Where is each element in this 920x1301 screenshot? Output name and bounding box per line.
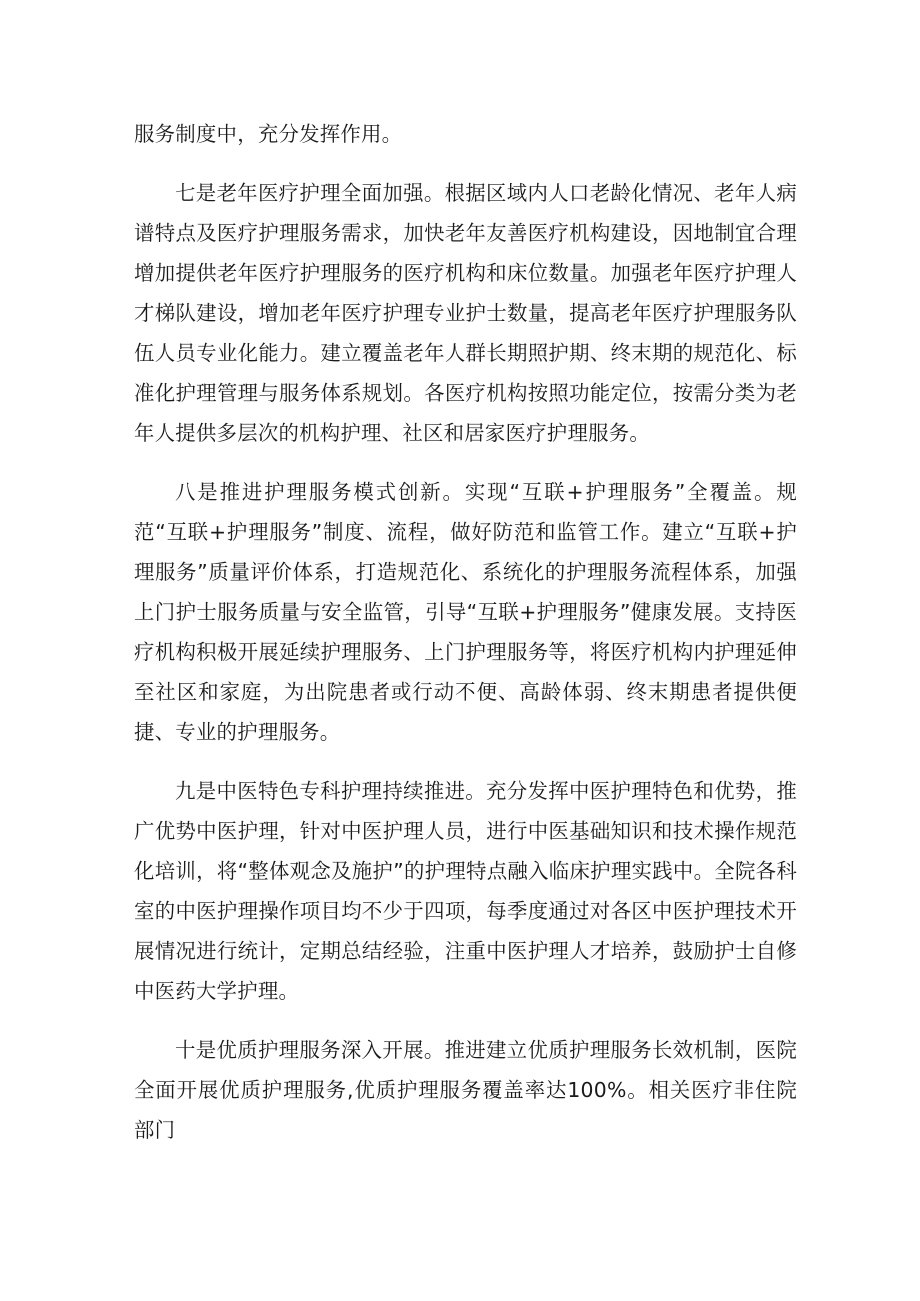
paragraph-continuation: 服务制度中，充分发挥作用。: [134, 122, 403, 146]
document-body: [134, 114, 797, 1169]
paragraph-item-7: 七是老年医疗护理全面加强。根据区域内人口老龄化情况、老年人病谱特点及医疗护理服务需求，加快老年友善医疗机构建设，因地制宜合理增加提供老年医疗护理服务的医疗机构和床位数量。加强老年医疗护理人才梯队建设，增加老年医疗护理专业护士数量，提高老年医疗护理服务队伍人员专业化能力。建立覆盖老年人群长期照护期、终末期的规范化、标准化护理管理与服务体系规划。各医疗机构按照功能定位，按需分类为老年人提供多层次的机构护理、社区和居家医疗护理服务。: [134, 181, 797, 445]
paragraph-item-9: 九是中医特色专科护理持续推进。充分发挥中医护理特色和优势，推广优势中医护理，针对中医护理人员，进行中医基础知识和技术操作规范化培训，将“整体观念及施护”的护理特点融入临床护理实践中。全院各科室的中医护理操作项目均不少于四项，每季度通过对各区中医护理技术开展情况进行统计，定期总结经验，注重中医护理人才培养，鼓励护士自修中医药大学护理。: [134, 779, 797, 1003]
paragraph-item-10: 十是优质护理服务深入开展。推进建立优质护理服务长效机制，医院全面开展优质护理服务,优质护理服务覆盖率达100%。相关医疗非住院部门: [134, 1038, 797, 1142]
paragraph-item-8: 八是推进护理服务模式创新。实现“互联+护理服务”全覆盖。规范“互联+护理服务”制度、流程，做好防范和监管工作。建立“互联+护理服务”质量评价体系，打造规范化、系统化的护理服务流程体系，加强上门护士服务质量与安全监管，引导“互联+护理服务”健康发展。支持医疗机构积极开展延续护理服务、上门护理服务等，将医疗机构内护理延伸至社区和家庭，为出院患者或行动不便、高龄体弱、终末期患者提供便捷、专业的护理服务。: [134, 480, 797, 744]
